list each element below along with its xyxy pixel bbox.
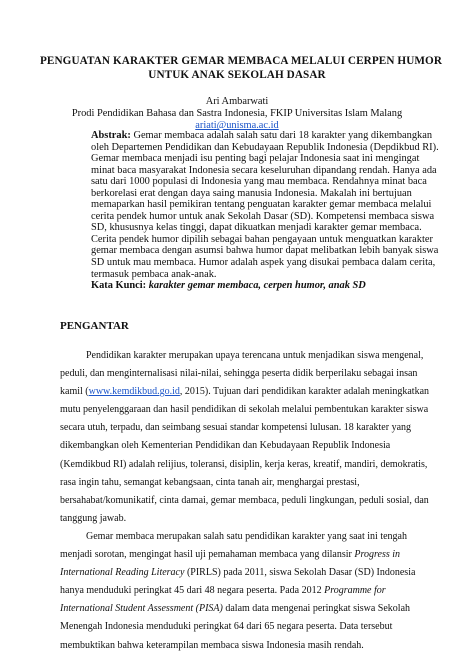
body-line: Gemar membaca merupakan salah satu pendidikan karakter yang saat ini tengah	[86, 530, 407, 542]
abstract-line: berkorelasi erat dengan daya saing manusia Indonesia. Makalah ini bertujuan	[91, 187, 412, 199]
abstract-line: minat baca masyarakat Indonesia secara keseluruhan dipandang rendah. Hanya ada	[91, 164, 437, 176]
body-line: mutu penyelenggaraan dan hasil pendidikan di sekolah melalui pembentukan karakter siswa	[60, 404, 429, 416]
body-line: tanggung jawab.	[60, 512, 127, 524]
abstract-line: oleh Departemen Pendidikan dan Kebudayaan Republik Indonesia (Depdikbud RI).	[91, 141, 439, 153]
abstract-label: Abstrak:	[91, 130, 131, 141]
author-email-link[interactable]: ariati@unisma.ac.id	[195, 120, 279, 132]
author-name: Ari Ambarwati	[205, 96, 269, 107]
body-italic: International Student Assessment (PISA)	[60, 603, 223, 615]
body-line: kamil (	[60, 386, 89, 398]
abstract-line: satu dari 1000 populasi di Indonesia yang mau membaca. Rendahnya minat baca	[91, 176, 427, 188]
section-heading: PENGANTAR	[60, 320, 129, 332]
kemdikbud-link[interactable]: www.kemdikbud.go.id	[88, 386, 180, 398]
abstract-line: Cerita pendek humor dipilih sebagai bahan pengayaan untuk menguatkan karakter	[91, 233, 433, 245]
body-line: secara utuh, terpadu, dan seimbang sesuai standar kompetensi lulusan. 18 karakter yang	[60, 422, 412, 434]
body-text	[60, 347, 430, 655]
body-line: membuktikan bahwa keterampilan membaca siswa Indonesia masih rendah.	[60, 639, 364, 651]
abstract-line: termasuk pembaca anak-anak.	[91, 268, 217, 280]
abstract-line: gemar membaca dengan asumsi bahwa humor dapat melibatkan lebih banyak siswa	[91, 245, 439, 257]
title-line-2: UNTUK ANAK SEKOLAH DASAR	[148, 68, 326, 81]
abstract-line: SD untuk mau membaca. Humor adalah aspek yang disukai pembaca dalam cerita,	[91, 257, 436, 269]
body-italic: Progress in	[354, 549, 401, 561]
body-line: bersahabat/komunikatif, cinta damai, gemar membaca, peduli lingkungan, peduli sosial, dan	[60, 494, 429, 506]
body-line: (PIRLS) pada 2011, siswa Sekolah Dasar (SD) Indonesia	[184, 567, 416, 579]
body-line: rasa ingin tahu, semangat kebangsaan, cinta tanah air, menghargai prestasi,	[60, 476, 360, 488]
title-line-1: PENGUATAN KARAKTER GEMAR MEMBACA MELALUI CERPEN HUMOR	[40, 55, 443, 67]
body-line: Pendidikan karakter merupakan upaya terencana untuk menjadikan siswa mengenal,	[86, 350, 424, 361]
body-line: Menengah Indonesia menduduki peringkat 64 dari 65 negara peserta. Data tersebut	[60, 621, 393, 633]
abstract	[91, 130, 439, 292]
keywords: karakter gemar membaca, cerpen humor, anak SD	[146, 280, 366, 292]
body-italic: Programme for	[324, 585, 386, 597]
abstract-line: Gemar membaca adalah salah satu dari 18 karakter yang dikembangkan	[130, 130, 433, 141]
body-line: peduli, dan menginternalisasi nilai-nilai, sehingga peserta didik berperilaku sebagai insan	[60, 368, 418, 380]
body-line: dikembangkan oleh Kementerian Pendidikan dan Kebudayaan Republik Indonesia	[60, 440, 391, 452]
body-line: menjadi sorotan, mengingat hasil uji pemahaman membaca yang dilansir	[60, 549, 355, 561]
paper-title	[40, 55, 443, 82]
body-line: hanya menduduki peringkat 45 dari 48 negara peserta. Pada 2012	[60, 585, 325, 597]
body-italic: International Reading Literacy	[60, 567, 185, 579]
abstract-line: SD, khususnya kelas tinggi, dapat dikuatkan menjadi karakter gemar membaca.	[91, 222, 422, 234]
abstract-line: Gemar membaca menjadi isu penting bagi pelajar Indonesia saat ini mengingat	[91, 153, 420, 165]
body-line: dalam data mengenai peringkat siswa Sekolah	[222, 603, 411, 615]
abstract-line: memaparkan hasil pemikiran tentang penguatan karakter gemar membaca melalui	[91, 199, 432, 211]
abstract-line: cerita pendek humor untuk anak Sekolah Dasar (SD). Kompetensi membaca siswa	[91, 210, 435, 222]
body-line: (Kemdikbud RI) adalah relijius, toleransi, disiplin, kerja keras, kreatif, mandiri, demokratis,	[60, 458, 428, 470]
author-affiliation: Prodi Pendidikan Bahasa dan Sastra Indonesia, FKIP Universitas Islam Malang	[71, 108, 403, 120]
author-block	[40, 96, 434, 133]
body-line: , 2015). Tujuan dari pendidikan karakter adalah meningkatkan	[179, 386, 430, 398]
keywords-label: Kata Kunci:	[91, 280, 147, 292]
